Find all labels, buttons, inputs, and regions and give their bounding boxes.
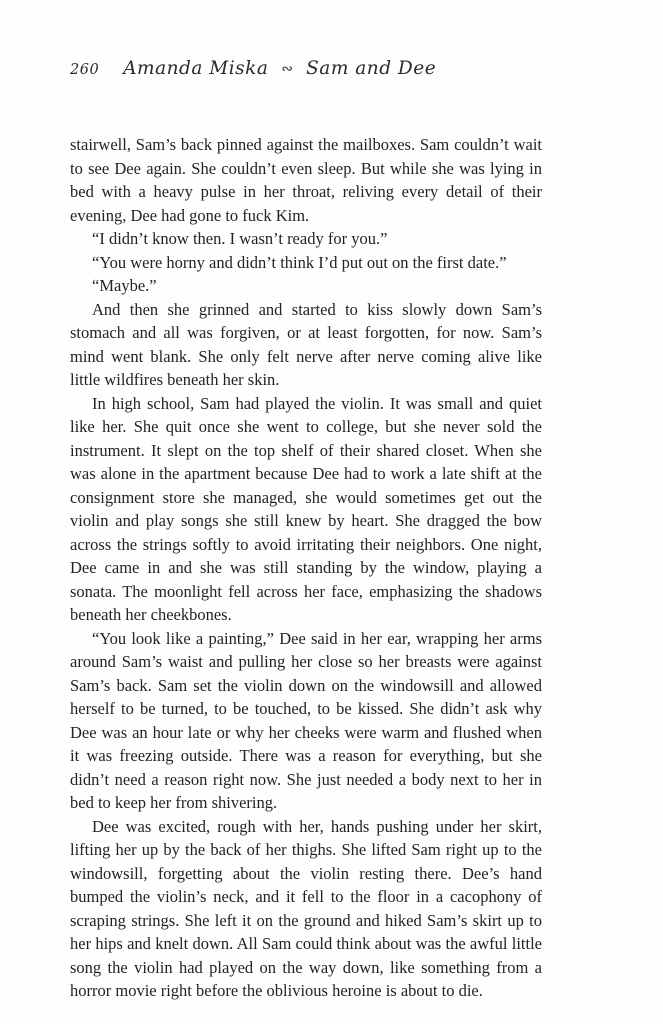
paragraph: Dee was excited, rough with her, hands pushing under her skirt, lifting her up by the back of her thighs. She lifted Sam right up to the windowsill, forgetting about the violin resting there. Dee’s hand bumped the violin’s neck, and it fell to the floor in a cacophony of scraping strings. She left it on the ground and hiked Sam’s skirt up to her hips and knelt down. All Sam could think about was the awful little song the violin had played on the way down, like something from a horror movie right before the oblivious heroine is about to die. xyxy=(70,816,542,1000)
paragraph: And then she grinned and started to kiss slowly down Sam’s stomach and all was forgiven, or at least forgotten, for now. Sam’s mind went blank. She only felt nerve after nerve coming alive like little wildfires beneath her skin. xyxy=(70,299,542,389)
paragraph: In high school, Sam had played the violin. It was small and quiet like her. She quit once she went to college, but she never sold the instrument. It slept on the top shelf of their shared closet. When she was alone in the apartment because Dee had to work a late shift at the consignment store she managed, she would sometimes get out the violin and play songs she still knew by heart. She dragged the bow across the strings softly to avoid irritating their neighbors. One night, Dee came in and she was still standing by the window, playing a sonata. The moonlight fell across her face, emphasizing the shadows beneath her cheekbones. xyxy=(70,393,542,624)
running-head xyxy=(70,57,542,81)
paragraph: “You look like a painting,” Dee said in her ear, wrapping her arms around Sam’s waist and pulling her close so her breasts were against Sam’s back. Sam set the violin down on the windowsill and allowed herself to be turned, to be touched, to be kissed. She didn’t ask why Dee was an hour late or why her cheeks were warm and flushed when it was freezing outside. There was a reason for everything, but she didn’t need a reason right now. She just needed a body next to her in bed to keep her from shivering. xyxy=(70,628,542,812)
body-text xyxy=(70,133,542,1003)
section-separator-glyph: ∾ xyxy=(281,61,294,77)
author-name: Amanda Miska xyxy=(123,58,269,79)
story-title: Sam and Dee xyxy=(306,58,437,79)
paragraph: stairwell, Sam’s back pinned against the mailboxes. Sam couldn’t wait to see Dee again. She couldn’t even sleep. But while she was lying in bed with a heavy pulse in her throat, reliving every detail of their evening, Dee had gone to fuck Kim. xyxy=(70,135,542,225)
paragraph: “I didn’t know then. I wasn’t ready for you.” xyxy=(92,229,388,248)
paragraph: “Maybe.” xyxy=(92,276,157,295)
page-number: 260 xyxy=(70,62,100,78)
paragraph: “You were horny and didn’t think I’d put out on the first date.” xyxy=(92,252,507,272)
